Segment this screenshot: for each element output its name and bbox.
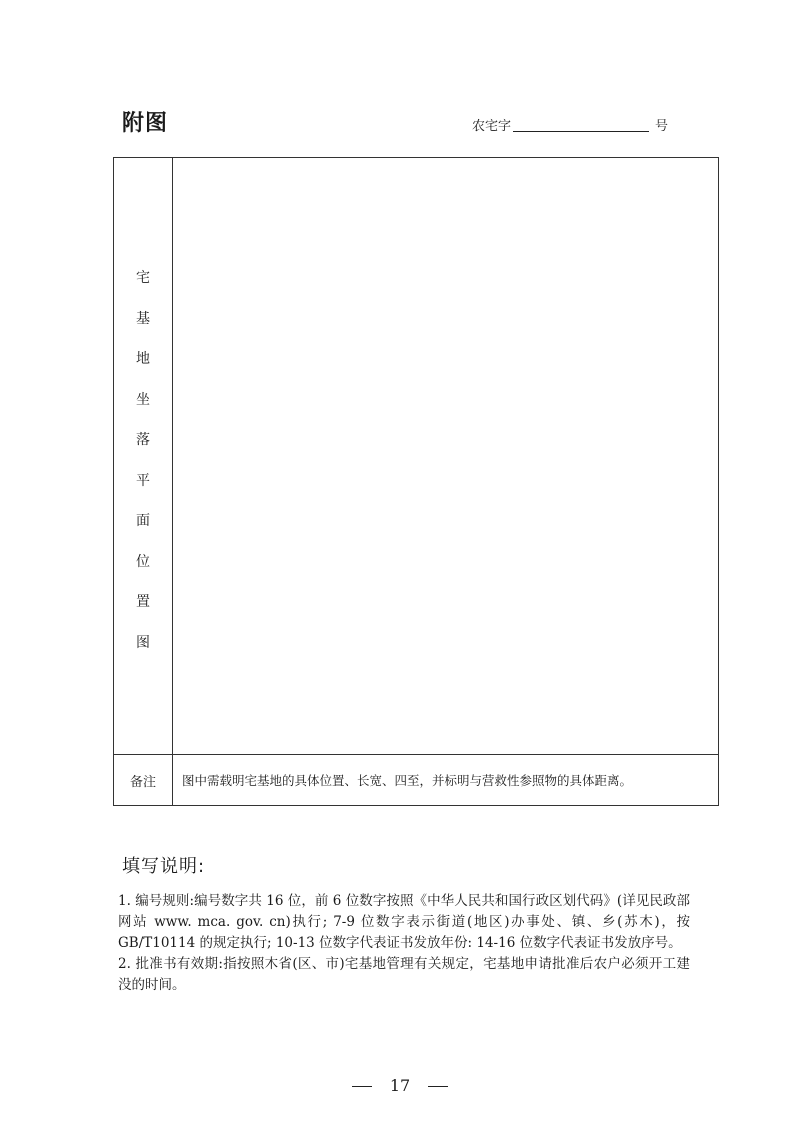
label-char: 面 [136, 513, 150, 529]
page-dash-left [352, 1086, 372, 1087]
site-plan-drawing-area[interactable] [174, 158, 718, 754]
page-number-value: 17 [389, 1076, 411, 1095]
cert-prefix: 农宅字 [472, 119, 512, 134]
certificate-number [472, 115, 668, 134]
label-char: 图 [136, 634, 150, 651]
label-char: 平 [136, 472, 150, 489]
page-title: 附图 [122, 111, 169, 136]
label-char: 坐 [136, 391, 150, 408]
cert-suffix: 号 [655, 119, 669, 134]
site-plan-label [114, 258, 172, 663]
site-plan-table [113, 157, 719, 806]
cert-number-blank [513, 117, 649, 132]
remark-label: 备注 [129, 774, 156, 790]
label-char: 落 [136, 432, 150, 448]
instructions-body [118, 891, 690, 996]
page-number [0, 1076, 800, 1095]
instruction-item: 1. 编号规则:编号数字共 16 位，前 6 位数字按照《中华人民共和国行政区划代码》(详见民政部网站 www. mca. gov. cn)执行; 7-9 位数字表示街道(地区)办事处、镇、乡(苏木)，按 GB/T10114 的规定执行; 10-13 位数字代表证书发放年份: 14-16 位数字代表证书发放序号。 [118, 893, 690, 951]
label-char: 地 [136, 351, 150, 367]
label-char: 置 [136, 594, 150, 610]
label-char: 基 [136, 310, 150, 327]
instruction-item: 2. 批准书有效期:指按照木省(区、市)宅基地管理有关规定，宅基地申请批准后农户必须开工建没的时间。 [118, 956, 690, 993]
remark-text: 图中需载明宅基地的具体位置、长宽、四至，并标明与营救性参照物的具体距离。 [182, 773, 633, 788]
label-char: 位 [136, 553, 150, 570]
page-dash-right [428, 1086, 448, 1087]
label-char: 宅 [136, 270, 150, 286]
instructions-heading: 填写说明: [122, 856, 206, 877]
table-column-divider [172, 158, 173, 805]
